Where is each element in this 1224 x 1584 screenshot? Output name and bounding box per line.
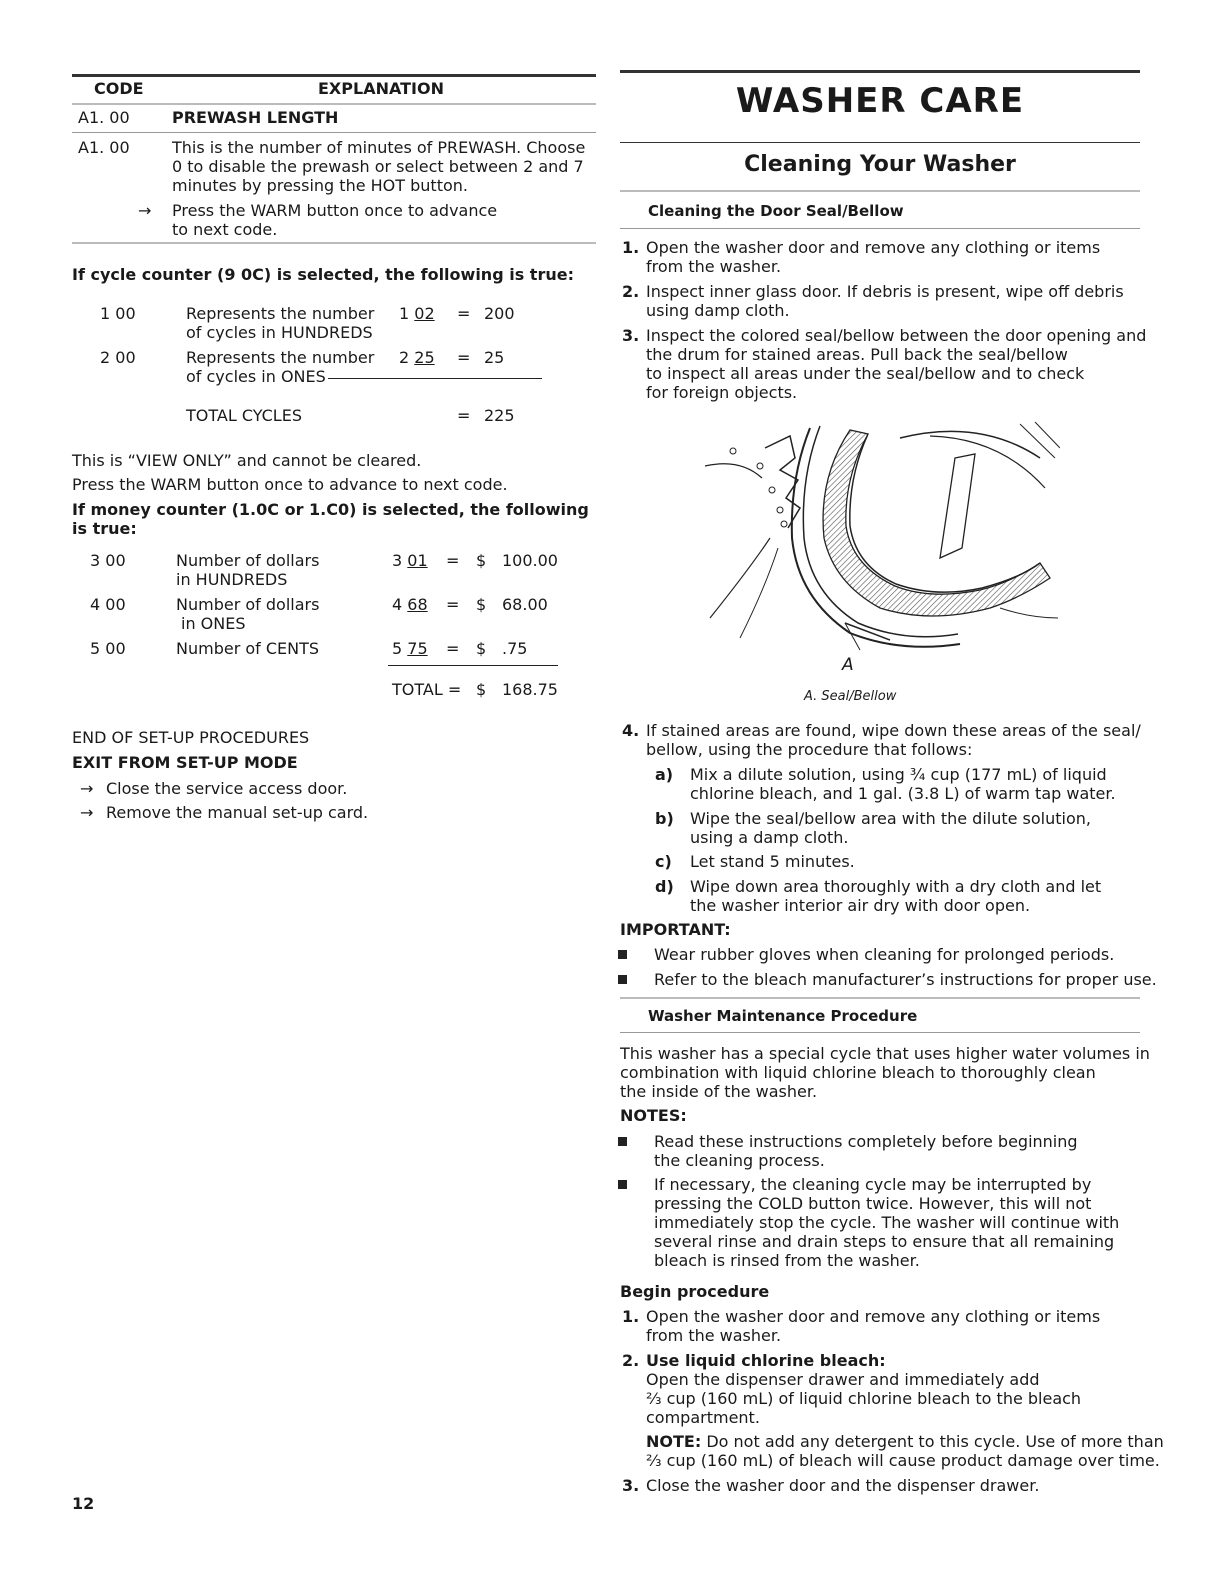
equals: =	[446, 595, 460, 614]
code: 5 00	[90, 639, 126, 658]
exit-step: Close the service access door.	[106, 779, 348, 798]
divider	[620, 190, 1140, 192]
code: 1 00	[100, 304, 136, 323]
step-text: Close the washer door and the dispenser drawer.	[646, 1476, 1040, 1495]
header-code: CODE	[94, 79, 144, 98]
example: 1 02	[399, 304, 435, 323]
equals: =	[446, 551, 460, 570]
code: 2 00	[100, 348, 136, 367]
bullet-icon	[618, 1137, 627, 1146]
step-text: using damp cloth.	[646, 301, 790, 320]
substep-text: Mix a dilute solution, using ¾ cup (177 mL) of liquid	[690, 765, 1107, 784]
equals: =	[457, 348, 471, 367]
money-counter-heading: is true:	[72, 519, 137, 538]
total-label: TOTAL =	[392, 680, 462, 699]
substep-text: Let stand 5 minutes.	[690, 852, 855, 871]
example: 3 01	[392, 551, 428, 570]
step-text: for foreign objects.	[646, 383, 798, 402]
note-text: the cleaning process.	[654, 1151, 825, 1170]
desc: Represents the number	[186, 304, 375, 323]
note-text: If necessary, the cleaning cycle may be interrupted by	[654, 1175, 1092, 1194]
intro-text: the inside of the washer.	[620, 1082, 818, 1101]
substep-text: chlorine bleach, and 1 gal. (3.8 L) of warm tap water.	[690, 784, 1116, 803]
note-text: pressing the COLD button twice. However, this will not	[654, 1194, 1092, 1213]
desc: Represents the number	[186, 348, 375, 367]
step-text: Open the washer door and remove any clothing or items	[646, 1307, 1101, 1326]
divider	[620, 228, 1140, 229]
note-text: bleach is rinsed from the washer.	[654, 1251, 920, 1270]
step-note: NOTE: Do not add any detergent to this cycle. Use of more than	[646, 1432, 1164, 1451]
step-text: If stained areas are found, wipe down these areas of the seal/	[646, 721, 1141, 740]
section-code: A1. 00	[78, 108, 130, 127]
arrow-icon: →	[80, 779, 94, 798]
press-warm-note: Press the WARM button once to advance to next code.	[72, 475, 508, 494]
money-counter-heading: If money counter (1.0C or 1.C0) is selected, the following	[72, 500, 589, 519]
section-title: PREWASH LENGTH	[172, 108, 339, 127]
currency: $	[476, 551, 487, 570]
currency: $	[476, 595, 487, 614]
step-text: Open the dispenser drawer and immediately add	[646, 1370, 1040, 1389]
currency: $	[476, 639, 487, 658]
seal-bellow-illustration	[700, 418, 1060, 668]
step-number: 3.	[622, 326, 640, 345]
divider	[72, 132, 596, 133]
row-code: A1. 00	[78, 138, 130, 157]
substep-letter: c)	[655, 852, 672, 871]
currency: $	[476, 680, 487, 699]
door-seal-heading: Cleaning the Door Seal/Bellow	[648, 202, 904, 220]
bullet-icon	[618, 1180, 627, 1189]
code: 4 00	[90, 595, 126, 614]
desc: Number of dollars	[176, 551, 320, 570]
step-text: from the washer.	[646, 257, 782, 276]
step-text: Inspect the colored seal/bellow between the door opening and	[646, 326, 1147, 345]
total-value: 168.75	[502, 680, 558, 699]
equals: =	[446, 639, 460, 658]
step-number: 3.	[622, 1476, 640, 1495]
divider	[620, 997, 1140, 999]
divider	[72, 74, 596, 77]
end-setup-heading: END OF SET-UP PROCEDURES	[72, 728, 310, 747]
step-text: from the washer.	[646, 1326, 782, 1345]
notes-heading: NOTES:	[620, 1106, 687, 1125]
step-text: Inspect inner glass door. If debris is present, wipe off debris	[646, 282, 1124, 301]
value: 68.00	[502, 595, 548, 614]
divider	[620, 1032, 1140, 1033]
substep-letter: d)	[655, 877, 674, 896]
cycle-counter-heading: If cycle counter (9 0C) is selected, the following is true:	[72, 265, 574, 284]
value: 200	[484, 304, 515, 323]
step-number: 1.	[622, 238, 640, 257]
row-text: 0 to disable the prewash or select between 2 and 7	[172, 157, 584, 176]
figure-caption: A. Seal/Bellow	[804, 689, 897, 704]
header-explanation: EXPLANATION	[318, 79, 444, 98]
note-text: several rinse and drain steps to ensure that all remaining	[654, 1232, 1115, 1251]
step-text: Open the washer door and remove any clothing or items	[646, 238, 1101, 257]
substep-text: using a damp cloth.	[690, 828, 849, 847]
bullet-icon	[618, 975, 627, 984]
step-text: ⅔ cup (160 mL) of liquid chlorine bleach to the bleach	[646, 1389, 1082, 1408]
intro-text: combination with liquid chlorine bleach to thoroughly clean	[620, 1063, 1096, 1082]
sum-line	[328, 378, 542, 379]
total-value: 225	[484, 406, 515, 425]
note-text: immediately stop the cycle. The washer will continue with	[654, 1213, 1120, 1232]
sum-line	[388, 665, 558, 666]
important-heading: IMPORTANT:	[620, 920, 731, 939]
substep-text: Wipe the seal/bellow area with the dilute solution,	[690, 809, 1091, 828]
desc: in ONES	[181, 614, 246, 633]
substep-text: the washer interior air dry with door open.	[690, 896, 1031, 915]
step-text: compartment.	[646, 1408, 760, 1427]
step-number: 2.	[622, 282, 640, 301]
divider	[72, 242, 596, 244]
equals: =	[457, 304, 471, 323]
desc: of cycles in HUNDREDS	[186, 323, 373, 342]
view-only-note: This is “VIEW ONLY” and cannot be cleared.	[72, 451, 422, 470]
begin-heading: Begin procedure	[620, 1282, 770, 1301]
bullet-icon	[618, 950, 627, 959]
maintenance-heading: Washer Maintenance Procedure	[648, 1007, 918, 1025]
equals: =	[457, 406, 471, 425]
arrow-icon: →	[138, 201, 152, 220]
step-text: to inspect all areas under the seal/bellow and to check	[646, 364, 1085, 383]
desc: of cycles in ONES	[186, 367, 326, 386]
desc: Number of dollars	[176, 595, 320, 614]
advance-text: to next code.	[172, 220, 278, 239]
value: 25	[484, 348, 505, 367]
advance-text: Press the WARM button once to advance	[172, 201, 498, 220]
divider	[620, 142, 1140, 143]
row-text: This is the number of minutes of PREWASH. Choose	[172, 138, 586, 157]
divider	[72, 103, 596, 105]
divider	[620, 70, 1140, 73]
substep-text: Wipe down area thoroughly with a dry cloth and let	[690, 877, 1102, 896]
substep-letter: b)	[655, 809, 674, 828]
total-label: TOTAL CYCLES	[186, 406, 302, 425]
code: 3 00	[90, 551, 126, 570]
example: 5 75	[392, 639, 428, 658]
value: 100.00	[502, 551, 558, 570]
step-note: ⅔ cup (160 mL) of bleach will cause product damage over time.	[646, 1451, 1160, 1470]
step-text: bellow, using the procedure that follows:	[646, 740, 973, 759]
desc: Number of CENTS	[176, 639, 320, 658]
important-item: Refer to the bleach manufacturer’s instructions for proper use.	[654, 970, 1157, 989]
example: 4 68	[392, 595, 428, 614]
row-text: minutes by pressing the HOT button.	[172, 176, 468, 195]
desc: in HUNDREDS	[176, 570, 288, 589]
value: .75	[502, 639, 528, 658]
page-number: 12	[72, 1494, 95, 1513]
figure-label: A	[842, 655, 854, 675]
note-text: Read these instructions completely before beginning	[654, 1132, 1078, 1151]
step-number: 4.	[622, 721, 640, 740]
important-item: Wear rubber gloves when cleaning for prolonged periods.	[654, 945, 1115, 964]
intro-text: This washer has a special cycle that uses higher water volumes in	[620, 1044, 1150, 1063]
step-text: the drum for stained areas. Pull back the seal/bellow	[646, 345, 1068, 364]
section-title: Cleaning Your Washer	[744, 152, 1016, 177]
example: 2 25	[399, 348, 435, 367]
arrow-icon: →	[80, 803, 94, 822]
exit-setup-heading: EXIT FROM SET-UP MODE	[72, 753, 298, 772]
step-heading: Use liquid chlorine bleach:	[646, 1351, 886, 1370]
page-title: WASHER CARE	[735, 81, 1025, 121]
step-number: 2.	[622, 1351, 640, 1370]
step-number: 1.	[622, 1307, 640, 1326]
exit-step: Remove the manual set-up card.	[106, 803, 369, 822]
substep-letter: a)	[655, 765, 674, 784]
